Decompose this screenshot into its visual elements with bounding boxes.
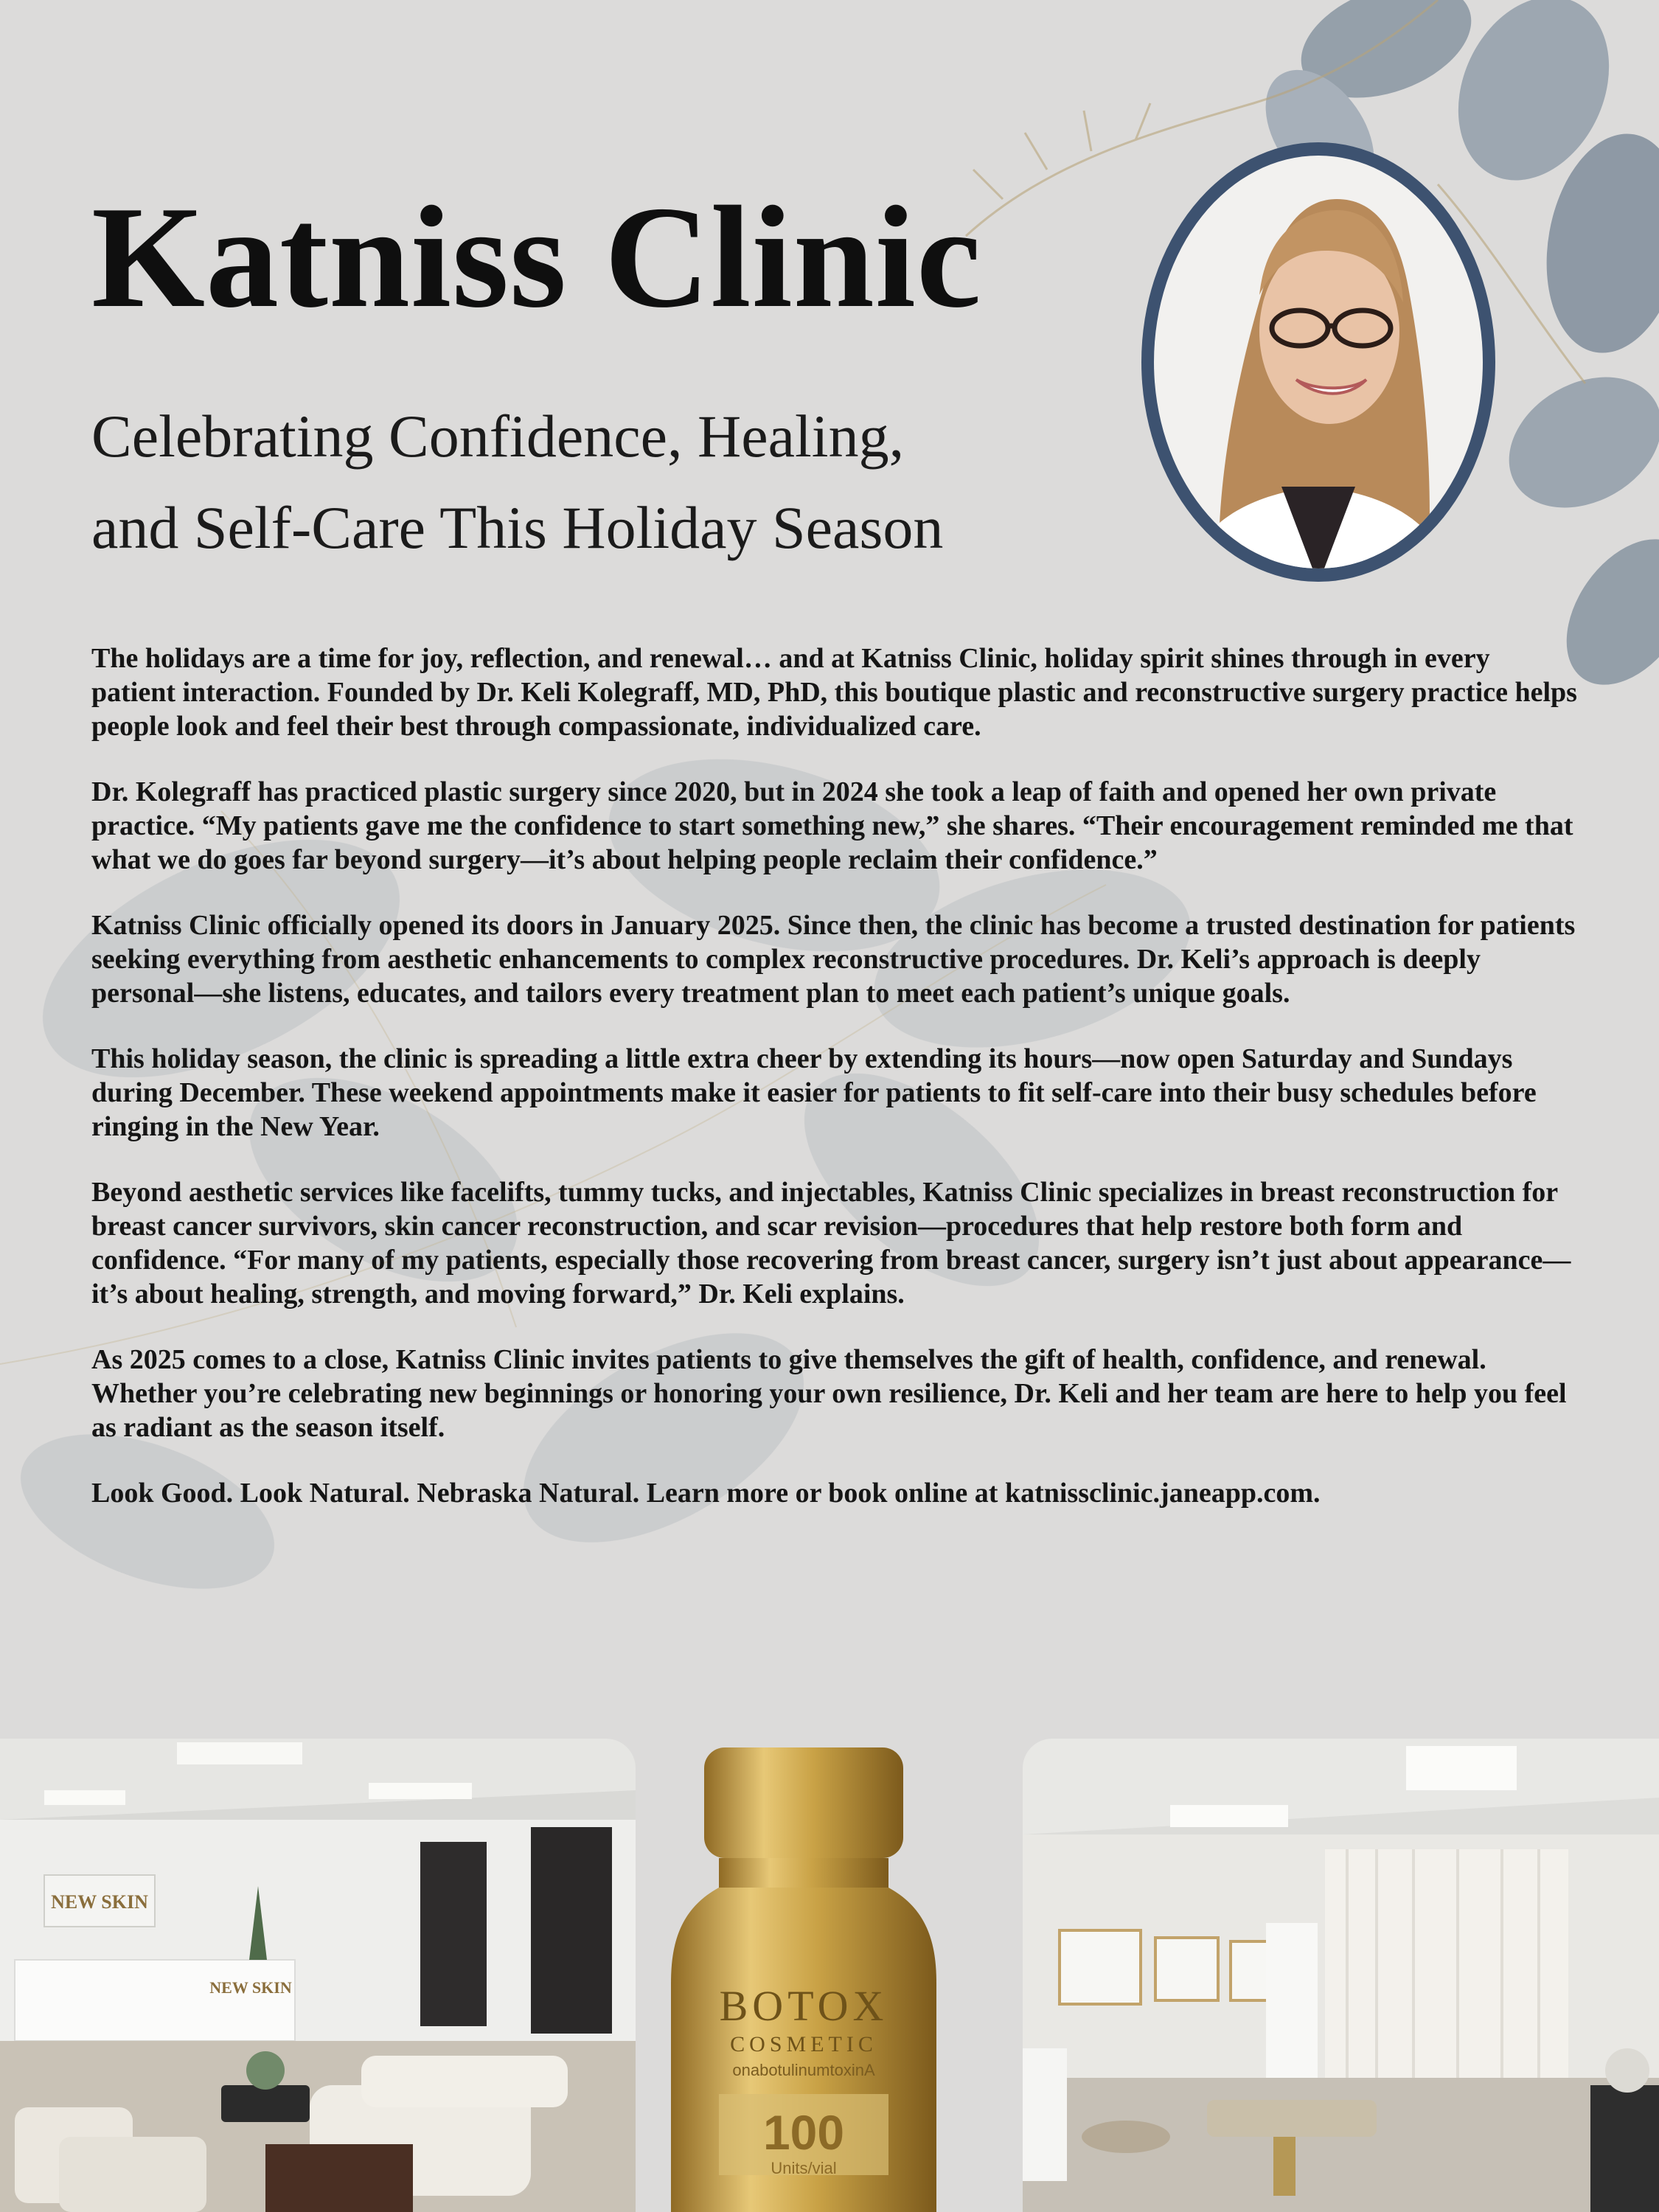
- bottle-brand-label: BOTOX: [719, 1982, 888, 2030]
- lobby-desk-sign: NEW SKIN: [209, 1978, 292, 1997]
- paragraph-practice-history: Dr. Kolegraff has practiced plastic surgery since 2020, but in 2024 she took a leap of faith and opened her own private practice. “My patients gave me the confidence to start something new,” she shares. “Their encouragement reminded me that what we do goes far beyond surgery—it’s about helping people reclaim their confidence.”: [91, 776, 1573, 875]
- bottle-units-label: Units/vial: [771, 2159, 837, 2177]
- treatment-room-photo: [1023, 1739, 1659, 2212]
- doctor-portrait: [1138, 140, 1499, 584]
- subtitle-line-2: and Self-Care This Holiday Season: [91, 494, 944, 561]
- article-body: [91, 641, 1581, 1542]
- paragraph-call-to-action: Look Good. Look Natural. Nebraska Natural. Learn more or book online at katnissclinic.janeapp.com.: [91, 1478, 1321, 1509]
- paragraph-holiday-hours: This holiday season, the clinic is spreading a little extra cheer by extending its hours—now open Saturday and Sundays during December. These weekend appointments make it easier for patients to fit self-care into their busy schedules before ringing in the New Year.: [91, 1043, 1537, 1142]
- bottle-line-label: COSMETIC: [730, 2032, 877, 2056]
- lobby-photo: [0, 1739, 636, 2212]
- page-title: Katniss Clinic: [91, 176, 982, 338]
- bottle-units-value: 100: [762, 2105, 845, 2160]
- product-bottle-photo: [649, 1747, 959, 2212]
- paragraph-intro: The holidays are a time for joy, reflection, and renewal… and at Katniss Clinic, holiday spirit shines through in every patient interaction. Founded by Dr. Keli Kolegraff, MD, PhD, this boutique plastic and reconstructive surgery practice helps people look and feel their best through compassionate, individualized care.: [91, 643, 1577, 742]
- subtitle-line-1: Celebrating Confidence, Healing,: [91, 403, 905, 470]
- paragraph-services: Beyond aesthetic services like facelifts, tummy tucks, and injectables, Katniss Clinic specializes in breast reconstruction for breast cancer survivors, skin cancer reconstruction, and scar revision—procedures that help restore both form and confidence. “For many of my patients, especially those recovering from breast cancer, surgery isn’t just about appearance—it’s about healing, strength, and moving forward,” Dr. Keli explains.: [91, 1177, 1571, 1310]
- paragraph-closing: As 2025 comes to a close, Katniss Clinic invites patients to give themselves the gift of health, confidence, and renewal. Whether you’re celebrating new beginnings or honoring your own resilience, Dr. Keli and her team are here to help you feel as radiant as the season itself.: [91, 1344, 1567, 1443]
- bottle-generic-label: onabotulinumtoxinA: [732, 2061, 875, 2079]
- page-subtitle: [91, 391, 1138, 574]
- paragraph-opening: Katniss Clinic officially opened its doors in January 2025. Since then, the clinic has become a trusted destination for patients seeking everything from aesthetic enhancements to complex reconstructive procedures. Dr. Keli’s approach is deeply personal—she listens, educates, and tailors every treatment plan to meet each patient’s unique goals.: [91, 910, 1576, 1009]
- lobby-wall-sign: NEW SKIN: [51, 1891, 148, 1913]
